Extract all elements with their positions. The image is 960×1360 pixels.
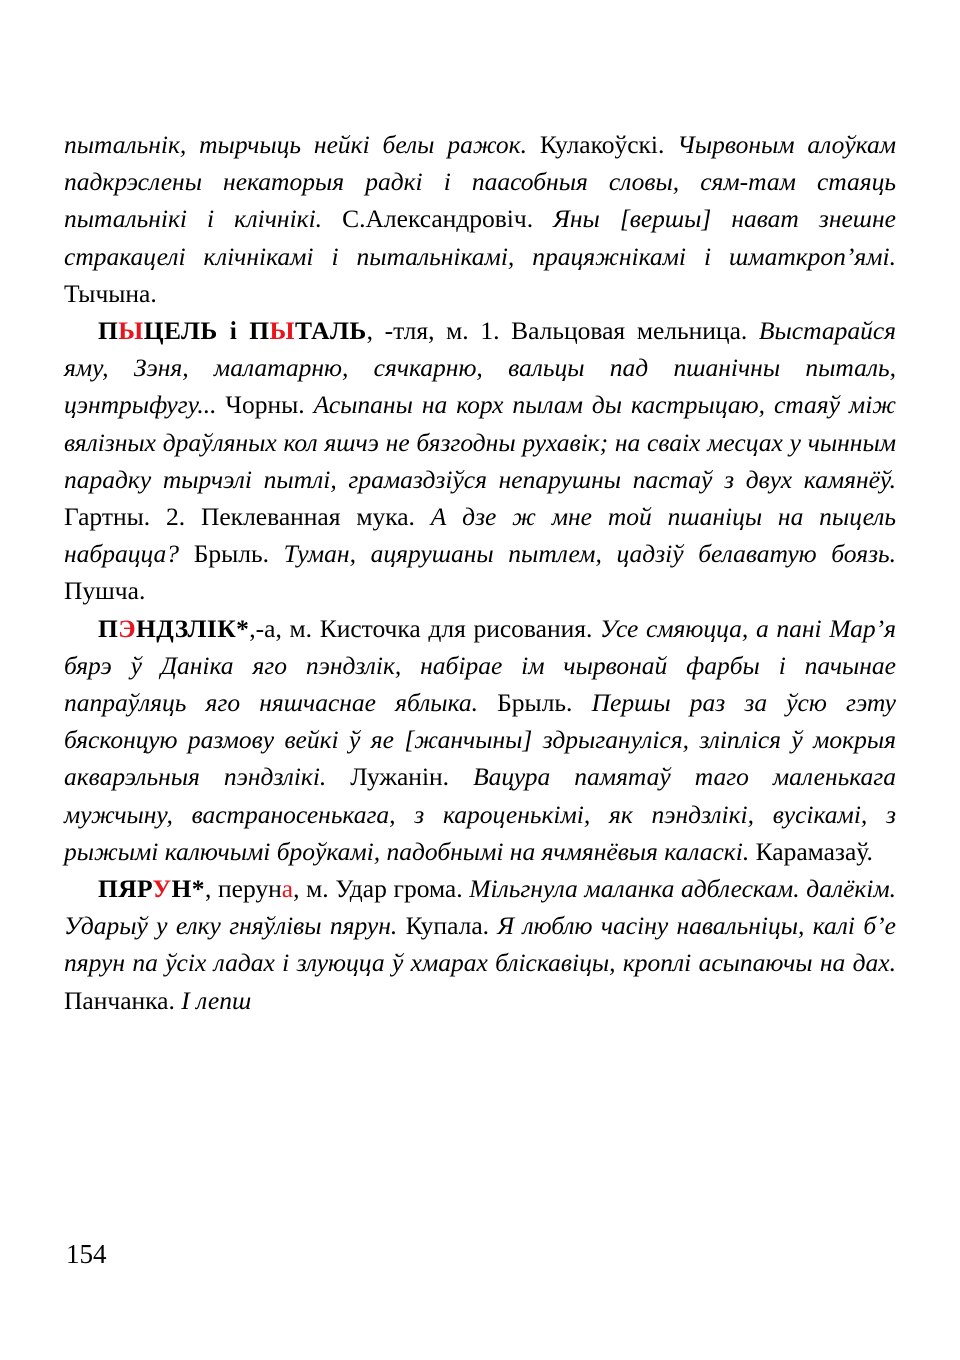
- headword-segment: ТАЛЬ: [294, 316, 367, 346]
- example-sentence: Усе смяюцца, а пані Мар’я бярэ ў Даніка яго пэндзлік, набірае ім чырвонай фарбы і пачынае папраўляць яго няшчаснае яблыка.: [64, 613, 896, 718]
- headword-segment: ЦЕЛЬ: [143, 316, 218, 346]
- sense-definition: Кисточка для рисования.: [319, 613, 601, 643]
- headword-segment: П: [249, 316, 270, 346]
- stressed-vowel: а: [281, 874, 294, 904]
- headword-conjunction: і: [217, 316, 250, 346]
- headword-segment: ПЯР: [98, 874, 153, 904]
- example-sentence: пытальнік, тырчыць нейкі белы ражок.: [64, 130, 527, 159]
- example-sentence: А дзе ж мне той пшаніцы на пыцель набрацца?: [64, 502, 896, 569]
- headword-segment: НДЗЛІК: [135, 613, 237, 643]
- sense-number: 2.: [165, 502, 186, 532]
- headword-segment: П: [98, 316, 119, 346]
- stressed-vowel: Ы: [269, 316, 295, 346]
- example-sentence: Я люблю часіну навальніцы, калі б’е пярун па ўсіх ладах і злуюцца ў хмарах бліскавіцы, кроплі асыпаючы на дах.: [64, 911, 896, 978]
- stressed-vowel: Ы: [118, 316, 144, 346]
- dictionary-entry: [64, 870, 896, 1019]
- example-sentence: Асыпаны на корх пылам ды кастрыцаю, стаяў між вялізных драўляных кол яшчэ не бязгодны рухавік; на сваіх месцах у чынным парадку тырчэлі пытлі, грамаздзіўся непарушны пастаў з двух камянёў.: [64, 390, 896, 494]
- grammar-label: [205, 874, 335, 903]
- grammar-segment: , перун: [204, 874, 282, 904]
- example-sentence: Вацура памятаў таго маленькага мужчыну, вастраносенькага, з кароценькімі, як пэндзлікі, вусікамі, з рыжымі калючымі броўкамі, падобнымі на ячмянёвыя каласкі.: [64, 762, 896, 866]
- author-citation: Брыль.: [478, 688, 592, 718]
- author-citation: Пушча.: [64, 576, 146, 606]
- example-sentence: І лепш: [181, 985, 252, 1015]
- example-sentence: Мільгнула маланка адблескам. далёкім. Ударыў у елку гняўлівы пярун.: [64, 874, 896, 941]
- text-column: [64, 126, 896, 1019]
- author-citation: Тычына.: [64, 278, 157, 308]
- example-sentence: Туман, ацярушаны пытлем, цадзіў белаватую боязь.: [283, 539, 896, 569]
- author-citation: Карамазаў.: [749, 836, 873, 866]
- example-sentence: Першы раз за ўсю гэту бясконцую размову вейкі ў яе [жанчыны] здрыгануліся, зліпліся ў мокрыя акварэльныя пэндзлікі.: [64, 688, 896, 792]
- headword: [98, 614, 249, 643]
- grammar-label: , -тля, м.: [366, 316, 481, 346]
- sense-definition: Вальцовая мельница.: [499, 316, 759, 346]
- author-citation: Лужанін.: [326, 762, 474, 792]
- example-sentence: Выстарайся яму, Зэня, малатарню, сячкарню, вальцы пад пшанічны пыталь, цэнтрыфугу...: [64, 316, 896, 420]
- headword-asterisk: *: [236, 613, 250, 643]
- author-citation: Панчанка.: [64, 985, 182, 1015]
- page-number: 154: [66, 1239, 107, 1269]
- author-citation: Купала.: [397, 911, 498, 941]
- headword: [98, 316, 367, 345]
- headword-asterisk: *: [191, 874, 205, 904]
- grammar-label: ,-а, м.: [249, 613, 320, 643]
- dictionary-entry: [64, 312, 896, 610]
- headword-segment: Н: [171, 874, 192, 904]
- grammar-segment: , м.: [293, 874, 336, 904]
- author-citation: Брыль.: [179, 539, 284, 569]
- author-citation: Чорны.: [216, 390, 314, 420]
- author-citation: С.Александровіч.: [322, 204, 554, 234]
- headword-segment: П: [98, 613, 119, 643]
- example-sentence: Яны [вершы] нават знешне стракацелі клічнікамі і пытальнікамі, працяжнікамі і шматкроп’ямі.: [64, 204, 897, 271]
- author-citation: Кулакоўскі.: [526, 130, 678, 159]
- stressed-vowel: У: [152, 874, 172, 904]
- example-sentence: Чырвоным алоўкам падкрэслены некаторыя радкі і паасобныя словы, сям-там стаяць пытальнікі і клічнікі.: [64, 130, 896, 234]
- sense-definition: Пеклеванная мука.: [185, 502, 431, 532]
- dictionary-entry: [64, 610, 896, 870]
- continued-paragraph: [64, 126, 896, 312]
- sense-number: 1.: [480, 316, 500, 346]
- sense-definition: Удар грома.: [335, 874, 470, 904]
- author-citation: Гартны.: [64, 502, 151, 532]
- headword: [98, 874, 205, 903]
- stressed-vowel: Э: [118, 613, 136, 643]
